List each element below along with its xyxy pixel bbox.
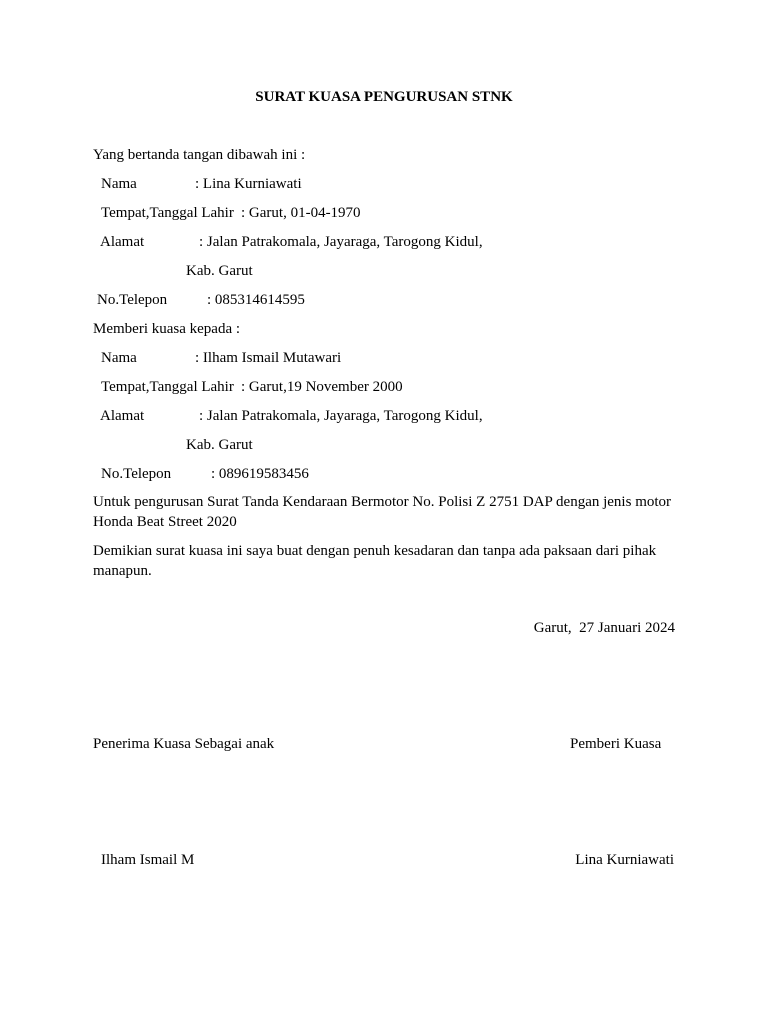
receiver-signature-name: Ilham Ismail M	[101, 852, 195, 868]
receiver-address-label: Alamat	[100, 408, 145, 424]
receiver-name-label: Nama	[101, 350, 137, 366]
purpose-paragraph: Untuk pengurusan Surat Tanda Kendaraan Bermotor No. Polisi Z 2751 DAP dengan jenis motor Honda Beat Street 2020	[93, 494, 672, 530]
giver-ttl-label: Tempat,Tanggal Lahir	[101, 205, 234, 221]
giver-address-label: Alamat	[100, 234, 145, 250]
giver-role-label: Pemberi Kuasa	[570, 736, 662, 752]
receiver-ttl-label: Tempat,Tanggal Lahir	[101, 379, 234, 395]
giver-ttl-value: : Garut, 01-04-1970	[241, 205, 361, 221]
giver-signature-name: Lina Kurniawati	[575, 852, 674, 868]
receiver-ttl-value: : Garut,19 November 2000	[241, 379, 403, 395]
giver-name-label: Nama	[101, 176, 137, 192]
receiver-address-value: : Jalan Patrakomala, Jayaraga, Tarogong Kidul,	[199, 408, 483, 424]
document-title: SURAT KUASA PENGURUSAN STNK	[255, 89, 513, 105]
giver-address-value: : Jalan Patrakomala, Jayaraga, Tarogong Kidul,	[199, 234, 483, 250]
place-date: Garut, 27 Januari 2024	[533, 620, 675, 636]
giver-name-value: : Lina Kurniawati	[195, 176, 302, 192]
receiver-phone-value: : 089619583456	[211, 466, 309, 482]
receiver-name-value: : Ilham Ismail Mutawari	[195, 350, 342, 366]
receiver-role-label: Penerima Kuasa Sebagai anak	[93, 736, 275, 752]
giver-phone-label: No.Telepon	[97, 292, 168, 308]
receiver-phone-label: No.Telepon	[101, 466, 172, 482]
giver-address-value-2: Kab. Garut	[186, 263, 253, 279]
intro-text: Yang bertanda tangan dibawah ini :	[93, 147, 306, 163]
receiver-address-value-2: Kab. Garut	[186, 437, 253, 453]
closing-paragraph: Demikian surat kuasa ini saya buat dengan penuh kesadaran dan tanpa ada paksaan dari pihak manapun.	[93, 543, 657, 579]
kuasa-intro-text: Memberi kuasa kepada :	[93, 321, 241, 337]
giver-phone-value: : 085314614595	[207, 292, 305, 308]
